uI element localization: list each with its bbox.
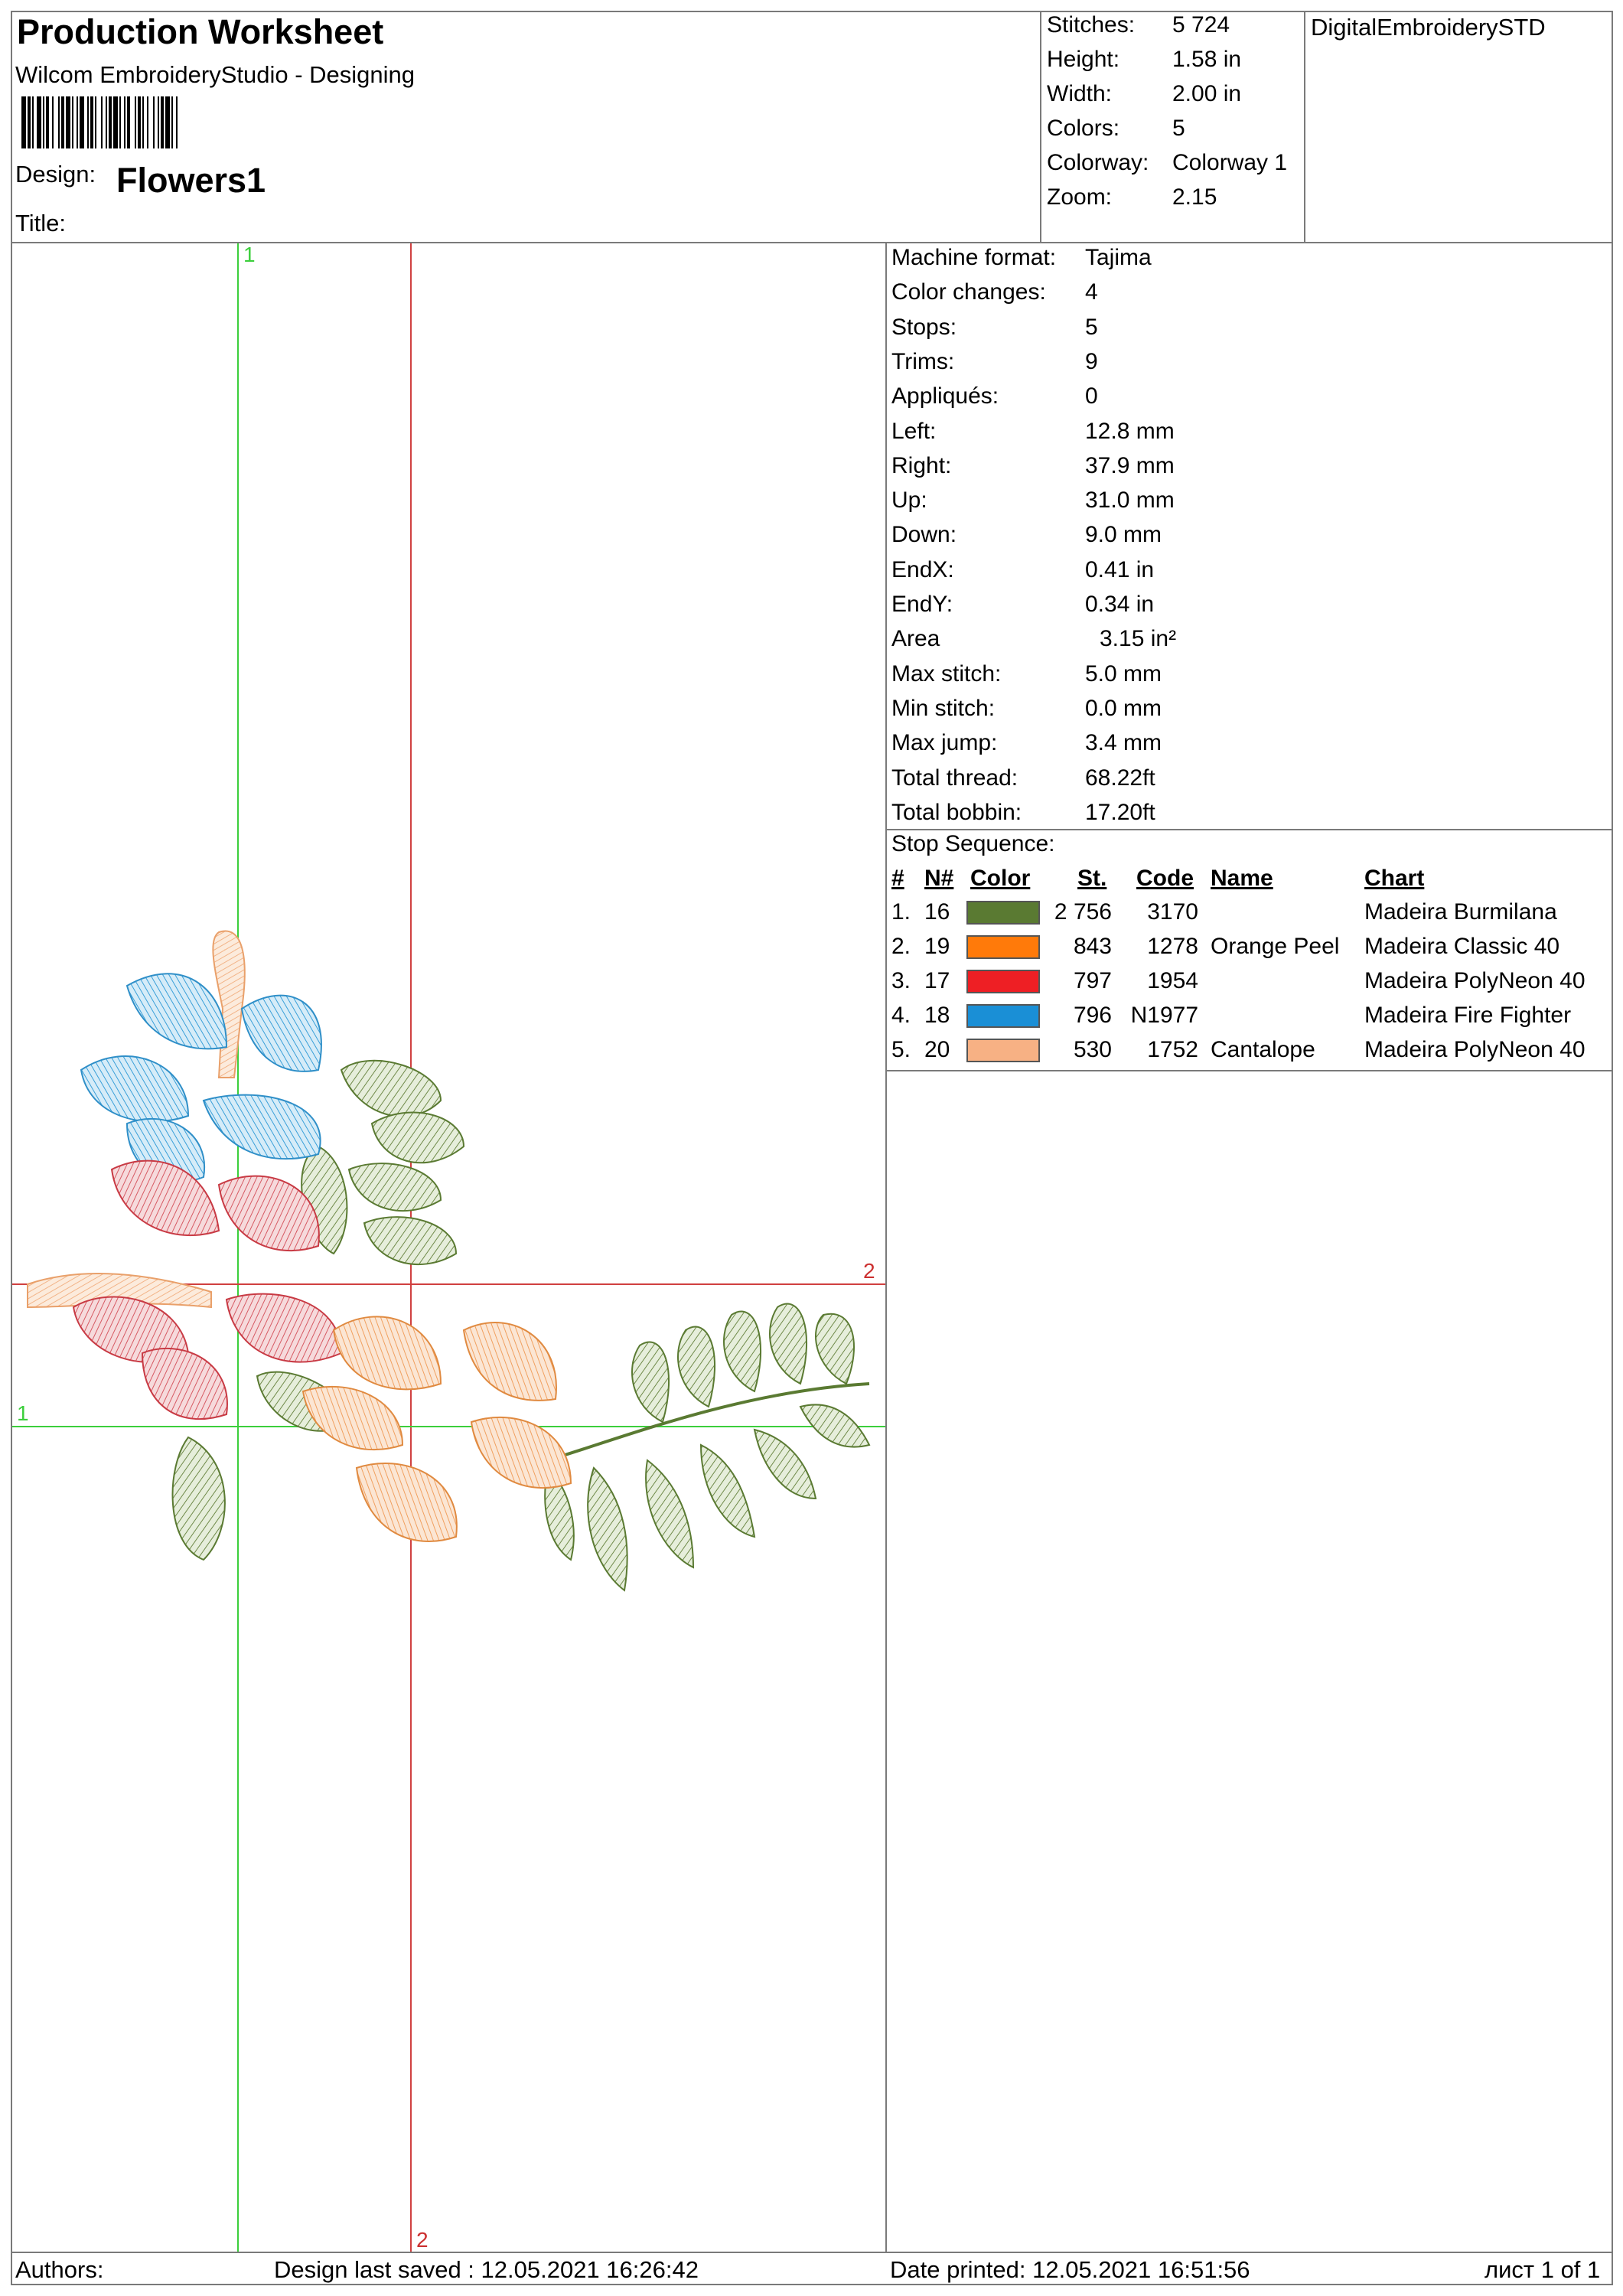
machine-stat-value: 5 <box>1085 314 1098 340</box>
orange-hibiscus <box>303 1316 571 1541</box>
machine-stat-label: Max jump: <box>891 730 998 756</box>
summary-label: Colorway: <box>1047 150 1149 175</box>
row-chart: Madeira Burmilana <box>1364 899 1557 925</box>
machine-stat-label: Appliqués: <box>891 383 999 409</box>
row-stitches: 843 <box>1073 934 1112 959</box>
barcode-bar <box>113 96 118 148</box>
barcode-bar <box>171 96 173 148</box>
machine-stat-value: 37.9 mm <box>1085 452 1175 478</box>
summary-value: Colorway 1 <box>1172 150 1288 175</box>
barcode-bar <box>72 96 73 148</box>
barcode-bar <box>90 96 93 148</box>
fern-right <box>545 1304 869 1590</box>
barcode-bar <box>80 96 84 148</box>
barcode-bar <box>161 96 164 148</box>
stop-sequence-title: Stop Sequence: <box>891 831 1055 856</box>
barcode-bar <box>58 96 60 148</box>
machine-stat-label: Right: <box>891 452 952 478</box>
ss-col-code: Code <box>1136 866 1194 891</box>
barcode-bar <box>135 96 136 148</box>
machine-stat-value: 0.0 mm <box>1085 695 1162 721</box>
green-horizontal-guide-label: 1 <box>17 1401 29 1425</box>
thread-color-swatch <box>966 901 1040 925</box>
machine-stat-label: Color changes: <box>891 279 1046 305</box>
summary-value: 1.58 in <box>1172 47 1242 72</box>
machine-stat-label: EndX: <box>891 556 954 582</box>
row-index: 3. <box>891 968 911 993</box>
red-horizontal-guide-label: 2 <box>863 1259 875 1283</box>
ss-col-chart: Chart <box>1364 866 1425 891</box>
barcode-bar <box>124 96 125 148</box>
thread-color-swatch <box>966 1039 1040 1062</box>
machine-stat-label: Up: <box>891 488 927 514</box>
machine-stat-label: Left: <box>891 418 937 444</box>
barcode-bar <box>43 96 44 148</box>
table-divider <box>885 1070 1613 1071</box>
ss-col-name: Name <box>1211 866 1273 891</box>
embroidery-artwork <box>28 931 869 1590</box>
row-stitches: 530 <box>1073 1037 1112 1062</box>
summary-label: Colors: <box>1047 116 1120 141</box>
barcode-bar <box>109 96 112 148</box>
row-index: 4. <box>891 1003 911 1028</box>
footer-page-number: лист 1 of 1 <box>1484 2256 1601 2283</box>
row-code: 1752 <box>1147 1037 1198 1062</box>
barcode-bar <box>77 96 78 148</box>
barcode-bar <box>95 96 96 148</box>
row-stitches: 796 <box>1073 1003 1112 1028</box>
machine-stat-value: 3.15 in² <box>1100 626 1177 652</box>
barcode-bar <box>52 96 54 148</box>
machine-stat-value: 31.0 mm <box>1085 488 1175 514</box>
machine-stat-value: 0.41 in <box>1085 556 1155 582</box>
row-needle: 20 <box>924 1037 950 1062</box>
row-code: 1954 <box>1147 968 1198 993</box>
machine-stat-value: 0.34 in <box>1085 592 1155 617</box>
barcode-bar <box>176 96 178 148</box>
row-index: 2. <box>891 934 911 959</box>
barcode-bar <box>147 96 148 148</box>
barcode-bar <box>37 96 41 148</box>
footer-divider <box>11 2252 1613 2253</box>
summary-value: 5 724 <box>1172 12 1230 38</box>
ss-col-index: # <box>891 866 904 891</box>
summary-label: Width: <box>1047 81 1113 106</box>
barcode-bar <box>165 96 170 148</box>
row-code: 1278 <box>1147 934 1198 959</box>
row-needle: 19 <box>924 934 950 959</box>
row-code: 3170 <box>1147 899 1198 925</box>
machine-stat-value: 17.20ft <box>1085 799 1155 825</box>
barcode-bar <box>119 96 121 148</box>
machine-stat-label: EndY: <box>891 592 953 617</box>
barcode-bar <box>21 96 26 148</box>
title-label: Title: <box>15 210 67 236</box>
barcode-bar <box>142 96 144 148</box>
machine-stat-label: Down: <box>891 522 957 548</box>
summary-value: 2.15 <box>1172 184 1217 210</box>
summary-value: 2.00 in <box>1172 81 1242 106</box>
machine-stat-value: 9.0 mm <box>1085 522 1162 548</box>
red-vertical-guide-label: 2 <box>416 2228 429 2252</box>
design-canvas <box>12 243 885 2252</box>
row-needle: 16 <box>924 899 950 925</box>
thread-color-swatch <box>966 1004 1040 1028</box>
machine-stat-label: Min stitch: <box>891 695 996 721</box>
machine-stat-value: 68.22ft <box>1085 765 1155 791</box>
barcode-bar <box>66 96 70 148</box>
barcode-bar <box>127 96 130 148</box>
barcode-bar <box>28 96 31 148</box>
row-needle: 18 <box>924 1003 950 1028</box>
barcode-bar <box>158 96 159 148</box>
summary-label: Zoom: <box>1047 184 1113 210</box>
design-name: Flowers1 <box>116 161 266 200</box>
row-chart: Madeira PolyNeon 40 <box>1364 968 1586 993</box>
footer-authors: Authors: <box>15 2256 104 2283</box>
footer-date-printed: Date printed: 12.05.2021 16:51:56 <box>890 2256 1250 2283</box>
row-chart: Madeira Fire Fighter <box>1364 1003 1572 1028</box>
row-chart: Madeira PolyNeon 40 <box>1364 1037 1586 1062</box>
machine-stat-value: 9 <box>1085 348 1098 374</box>
barcode-bar <box>87 96 89 148</box>
machine-stat-value: 3.4 mm <box>1085 730 1162 756</box>
barcode-bar <box>153 96 155 148</box>
row-stitches: 797 <box>1073 968 1112 993</box>
leaf-cluster-top <box>301 1061 464 1264</box>
header-col-divider-2 <box>1304 11 1305 242</box>
brand-name: DigitalEmbroiderySTD <box>1311 14 1546 41</box>
machine-stat-label: Trims: <box>891 348 955 374</box>
machine-stat-label: Total thread: <box>891 765 1018 791</box>
page-title: Production Worksheet <box>17 12 384 51</box>
barcode-bar <box>32 96 34 148</box>
machine-stat-value: 12.8 mm <box>1085 418 1175 444</box>
barcode-bar <box>138 96 141 148</box>
blue-hibiscus <box>81 974 321 1182</box>
row-index: 1. <box>891 899 911 925</box>
row-stitches: 2 756 <box>1054 899 1112 925</box>
barcode <box>21 96 291 148</box>
row-index: 5. <box>891 1037 911 1062</box>
machine-stat-label: Max stitch: <box>891 660 1002 687</box>
machine-stat-label: Area <box>891 626 940 652</box>
machine-stat-value: Tajima <box>1085 245 1152 270</box>
software-name: Wilcom EmbroideryStudio - Designing <box>15 61 416 88</box>
green-vertical-guide-label: 1 <box>243 243 256 266</box>
machine-stat-label: Machine format: <box>891 245 1057 270</box>
machine-stat-value: 0 <box>1085 383 1098 409</box>
machine-stat-label: Stops: <box>891 314 957 340</box>
header-col-divider-1 <box>1040 11 1041 242</box>
main-col-divider <box>885 242 887 2252</box>
ss-col-color: Color <box>970 866 1031 891</box>
machine-stat-value: 5.0 mm <box>1085 660 1162 687</box>
thread-color-swatch <box>966 970 1040 993</box>
footer-last-saved: Design last saved : 12.05.2021 16:26:42 <box>274 2256 699 2283</box>
row-needle: 17 <box>924 968 950 993</box>
thread-color-swatch <box>966 935 1040 959</box>
barcode-bar <box>46 96 49 148</box>
row-name: Orange Peel <box>1211 934 1340 959</box>
summary-label: Height: <box>1047 47 1120 72</box>
row-code: N1977 <box>1130 1003 1198 1028</box>
machine-stat-value: 4 <box>1085 279 1098 305</box>
stats-divider <box>885 829 1613 830</box>
row-name: Cantalope <box>1211 1037 1315 1062</box>
barcode-bar <box>61 96 64 148</box>
summary-label: Stitches: <box>1047 12 1136 38</box>
summary-value: 5 <box>1172 116 1185 141</box>
ss-col-needle: N# <box>924 866 954 891</box>
machine-stat-label: Total bobbin: <box>891 799 1022 825</box>
barcode-bar <box>106 96 107 148</box>
row-chart: Madeira Classic 40 <box>1364 934 1560 959</box>
barcode-bar <box>101 96 103 148</box>
ss-col-stitches: St. <box>1077 866 1107 891</box>
design-label: Design: <box>15 161 96 188</box>
